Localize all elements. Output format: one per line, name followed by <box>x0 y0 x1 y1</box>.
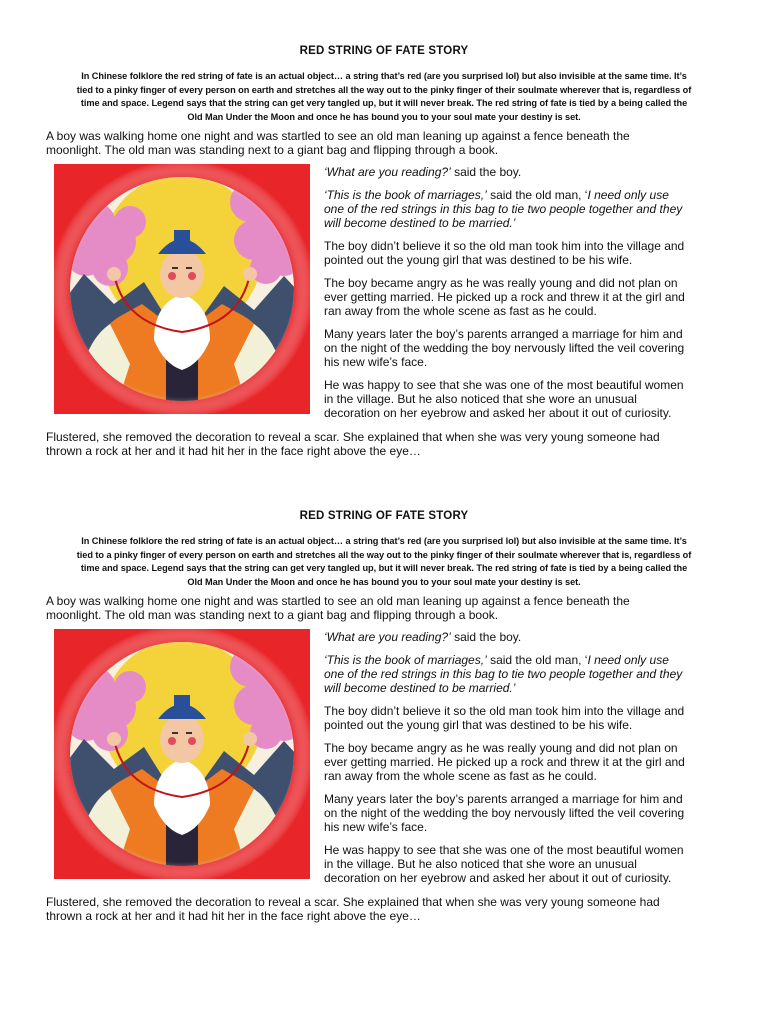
paragraph-decoration: He was happy to see that she was one of the most beautiful women in the village. But he also noticed that she wore an unusual decoration on her eyebrow and asked her about it out of curiosity. <box>324 378 684 421</box>
intro-line: tied to a pinky finger of every person on earth and stretches all the way out to the pinky finger of their soulmate wherever that is, regardless of <box>76 549 692 560</box>
text-line: A boy was walking home one night and was startled to see an old man leaning up against a fence beneath the <box>46 129 630 144</box>
text-line: thrown a rock at her and it had hit her in the face right above the eye… <box>46 444 421 459</box>
intro-line: Old Man Under the Moon and once he has bound you to your soul mate your destiny is set. <box>187 111 581 122</box>
story-title: RED STRING OF FATE STORY <box>299 45 469 57</box>
text-line: moonlight. The old man was standing next to a giant bag and flipping through a book. <box>46 143 499 158</box>
paragraph-rock: The boy became angry as he was really young and did not plan on ever getting married. He picked up a rock and threw it at the girl and ran away from the whole scene as fast as he could. <box>324 276 685 319</box>
story-title: RED STRING OF FATE STORY <box>299 510 469 522</box>
intro-line: In Chinese folklore the red string of fate is an actual object… a string that’s red (are you surprised lol) but also invisible at the same time. It’s <box>81 71 687 81</box>
text-line: A boy was walking home one night and was startled to see an old man leaning up against a fence beneath the <box>46 594 630 609</box>
old-man-moon-illustration <box>54 164 310 414</box>
illustration-svg <box>54 164 310 414</box>
closing-paragraph <box>46 430 722 458</box>
intro-line: time and space. Legend says that the string can get very tangled up, but it will never break. The red string of fate is tied by a being called the <box>80 563 688 574</box>
text-line: Flustered, she removed the decoration to reveal a scar. She explained that when she was very young someone had <box>46 895 660 910</box>
paragraph-wedding: Many years later the boy’s parents arranged a marriage for him and on the night of the wedding the boy nervously lifted the veil covering his new wife’s face. <box>324 327 685 370</box>
closing-paragraph <box>46 895 722 923</box>
paragraph-village: The boy didn’t believe it so the old man took him into the village and pointed out the young girl that was destined to be his wife. <box>324 704 685 733</box>
old-man-answer: ‘This is the book of marriages,’ said the old man, ‘I need only use one of the red strings in this bag to tie two people together and they will become destined to be married.’ <box>324 188 683 231</box>
paragraph-village: The boy didn’t believe it so the old man took him into the village and pointed out the young girl that was destined to be his wife. <box>324 239 685 268</box>
paragraph-rock: The boy became angry as he was really young and did not plan on ever getting married. He picked up a rock and threw it at the girl and ran away from the whole scene as fast as he could. <box>324 741 685 784</box>
old-man-answer: ‘This is the book of marriages,’ said the old man, ‘I need only use one of the red strings in this bag to tie two people together and they will become destined to be married.’ <box>324 653 683 696</box>
dialogue-column <box>324 165 734 429</box>
opening-paragraph <box>46 129 722 157</box>
intro-line: tied to a pinky finger of every person on earth and stretches all the way out to the pinky finger of their soulmate wherever that is, regardless of <box>76 84 692 95</box>
intro-paragraph <box>46 70 722 124</box>
illustrated-block <box>0 162 768 430</box>
opening-paragraph <box>46 594 722 622</box>
illustrated-block <box>0 627 768 895</box>
intro-line: In Chinese folklore the red string of fate is an actual object… a string that’s red (are you surprised lol) but also invisible at the same time. It’s <box>81 536 687 546</box>
text-line: thrown a rock at her and it had hit her in the face right above the eye… <box>46 909 421 924</box>
paragraph-decoration: He was happy to see that she was one of the most beautiful women in the village. But he also noticed that she wore an unusual decoration on her eyebrow and asked her about it out of curiosity. <box>324 843 684 886</box>
story-section-2 <box>0 509 768 923</box>
paragraph-wedding: Many years later the boy’s parents arranged a marriage for him and on the night of the wedding the boy nervously lifted the veil covering his new wife’s face. <box>324 792 685 835</box>
intro-line: time and space. Legend says that the string can get very tangled up, but it will never break. The red string of fate is tied by a being called the <box>80 98 688 109</box>
boy-question: ‘What are you reading?’ said the boy. <box>324 630 522 645</box>
story-section-1 <box>0 44 768 458</box>
old-man-moon-illustration <box>54 629 310 879</box>
text-line: Flustered, she removed the decoration to reveal a scar. She explained that when she was very young someone had <box>46 430 660 445</box>
intro-paragraph <box>46 535 722 589</box>
text-line: moonlight. The old man was standing next to a giant bag and flipping through a book. <box>46 608 499 623</box>
illustration-svg <box>54 629 310 879</box>
boy-question: ‘What are you reading?’ said the boy. <box>324 165 522 180</box>
dialogue-column <box>324 630 734 894</box>
intro-line: Old Man Under the Moon and once he has bound you to your soul mate your destiny is set. <box>187 576 581 587</box>
